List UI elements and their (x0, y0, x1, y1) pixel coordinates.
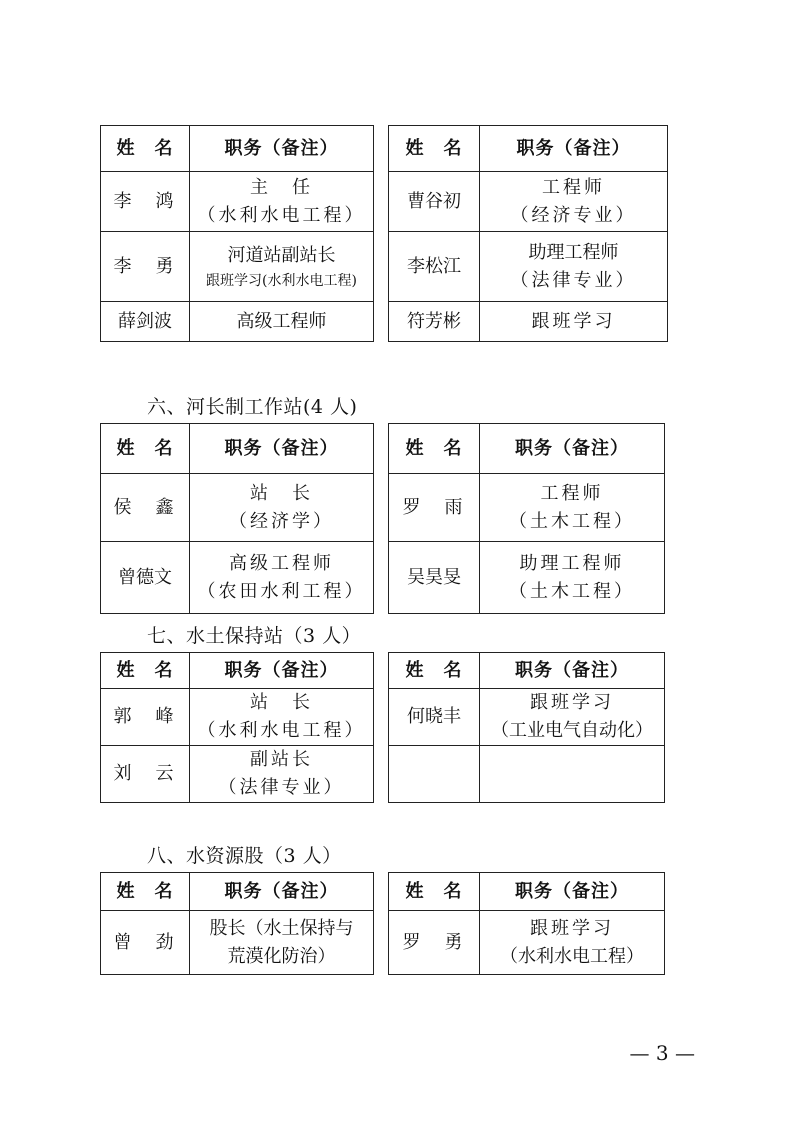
table-row (101, 542, 665, 614)
person-duty (190, 302, 374, 342)
person-duty (190, 232, 374, 302)
duty-line: （经济学） (229, 510, 334, 532)
duty-line: （农田水利工程） (197, 580, 366, 602)
column-gap (374, 746, 389, 803)
column-gap (374, 911, 389, 975)
table-header-row (101, 424, 665, 474)
duty-header: 职务（备注） (480, 653, 665, 689)
duty-header: 职务（备注） (190, 424, 374, 474)
duty-line: 跟班学习 (531, 310, 616, 332)
table-header-row (101, 126, 668, 172)
table-row (101, 689, 665, 746)
duty-header: 职务（备注） (190, 653, 374, 689)
duty-line: （法律专业） (510, 269, 637, 291)
duty-line: 荒漠化防治） (227, 945, 336, 967)
duty-header: 职务（备注） (190, 126, 374, 172)
duty-line: 副站长 (250, 749, 313, 770)
table-row (101, 232, 668, 302)
name-header: 姓 名 (389, 653, 480, 689)
table-row (101, 746, 665, 803)
table-row (101, 474, 665, 542)
column-gap (374, 873, 389, 911)
table-row (101, 911, 665, 975)
staff-table (100, 652, 665, 803)
person-name: 刘 云 (101, 746, 190, 803)
duty-header: 职务（备注） (480, 424, 665, 474)
person-name: 李松江 (389, 232, 480, 302)
duty-header: 职务（备注） (480, 126, 668, 172)
person-duty (480, 232, 668, 302)
column-gap (374, 653, 389, 689)
page-number: — 3 — (629, 1041, 695, 1065)
staff-table (100, 125, 668, 342)
column-gap (374, 689, 389, 746)
column-gap (374, 474, 389, 542)
column-gap (374, 424, 389, 474)
table-header-row (101, 653, 665, 689)
column-gap (374, 302, 389, 342)
duty-line: 跟班学习(水利水电工程) (206, 272, 357, 289)
duty-line: 站 长 (250, 482, 313, 504)
person-name: 罗 勇 (389, 911, 480, 975)
duty-line: 跟班学习 (530, 692, 614, 713)
person-duty (480, 911, 665, 975)
person-name: 薛剑波 (101, 302, 190, 342)
person-duty (190, 746, 374, 803)
table-header-row (101, 873, 665, 911)
person-duty (480, 172, 668, 232)
duty-line: 站 长 (250, 692, 313, 713)
name-header: 姓 名 (101, 653, 190, 689)
duty-header: 职务（备注） (190, 873, 374, 911)
person-duty (190, 172, 374, 232)
duty-line: （工业电气自动化） (491, 720, 653, 741)
name-header: 姓 名 (101, 126, 190, 172)
person-name: 李 鸿 (101, 172, 190, 232)
table-row (101, 302, 668, 342)
column-gap (374, 542, 389, 614)
column-gap (374, 126, 389, 172)
person-duty (480, 474, 665, 542)
person-duty (190, 689, 374, 746)
duty-line: （法律专业） (218, 777, 345, 798)
section-title: 八、水资源股（3 人） (147, 845, 342, 867)
person-name: 曾 劲 (101, 911, 190, 975)
duty-line: （土木工程） (509, 580, 635, 602)
duty-line: 高级工程师 (236, 310, 327, 332)
person-name: 侯 鑫 (101, 474, 190, 542)
duty-line: 河道站副站长 (227, 244, 336, 266)
table-row (101, 172, 668, 232)
duty-header: 职务（备注） (480, 873, 665, 911)
name-header: 姓 名 (101, 424, 190, 474)
duty-line: （水利水电工程） (197, 720, 366, 741)
duty-line: 工程师 (542, 176, 605, 198)
person-name: 曹谷初 (389, 172, 480, 232)
duty-line: 助理工程师 (519, 552, 625, 574)
name-header: 姓 名 (389, 424, 480, 474)
duty-line: （水利水电工程） (500, 945, 644, 967)
duty-line: 股长（水土保持与 (209, 917, 354, 939)
person-name: 何晓丰 (389, 689, 480, 746)
duty-line: （水利水电工程） (197, 204, 366, 226)
staff-table (100, 423, 665, 614)
section-title: 六、河长制工作站(4 人) (147, 396, 358, 418)
column-gap (374, 172, 389, 232)
person-name: 李 勇 (101, 232, 190, 302)
column-gap (374, 232, 389, 302)
duty-line: 跟班学习 (530, 917, 614, 939)
person-name: 郭 峰 (101, 689, 190, 746)
name-header: 姓 名 (389, 873, 480, 911)
duty-line: （经济专业） (510, 204, 637, 226)
person-duty (190, 911, 374, 975)
duty-line: 主 任 (250, 176, 313, 198)
person-name: 符芳彬 (389, 302, 480, 342)
section-title: 七、水土保持站（3 人） (147, 625, 362, 647)
person-name: 罗 雨 (389, 474, 480, 542)
person-duty (190, 542, 374, 614)
person-duty (480, 302, 668, 342)
duty-line: （土木工程） (509, 510, 635, 532)
person-duty (480, 689, 665, 746)
person-name: 曾德文 (101, 542, 190, 614)
staff-table (100, 872, 665, 975)
duty-line: 高级工程师 (229, 552, 334, 574)
name-header: 姓 名 (101, 873, 190, 911)
duty-line: 工程师 (540, 482, 604, 504)
person-duty (480, 746, 665, 803)
person-name (389, 746, 480, 803)
duty-line: 助理工程师 (528, 241, 619, 263)
person-duty (190, 474, 374, 542)
person-name: 吴昊旻 (389, 542, 480, 614)
name-header: 姓 名 (389, 126, 480, 172)
person-duty (480, 542, 665, 614)
